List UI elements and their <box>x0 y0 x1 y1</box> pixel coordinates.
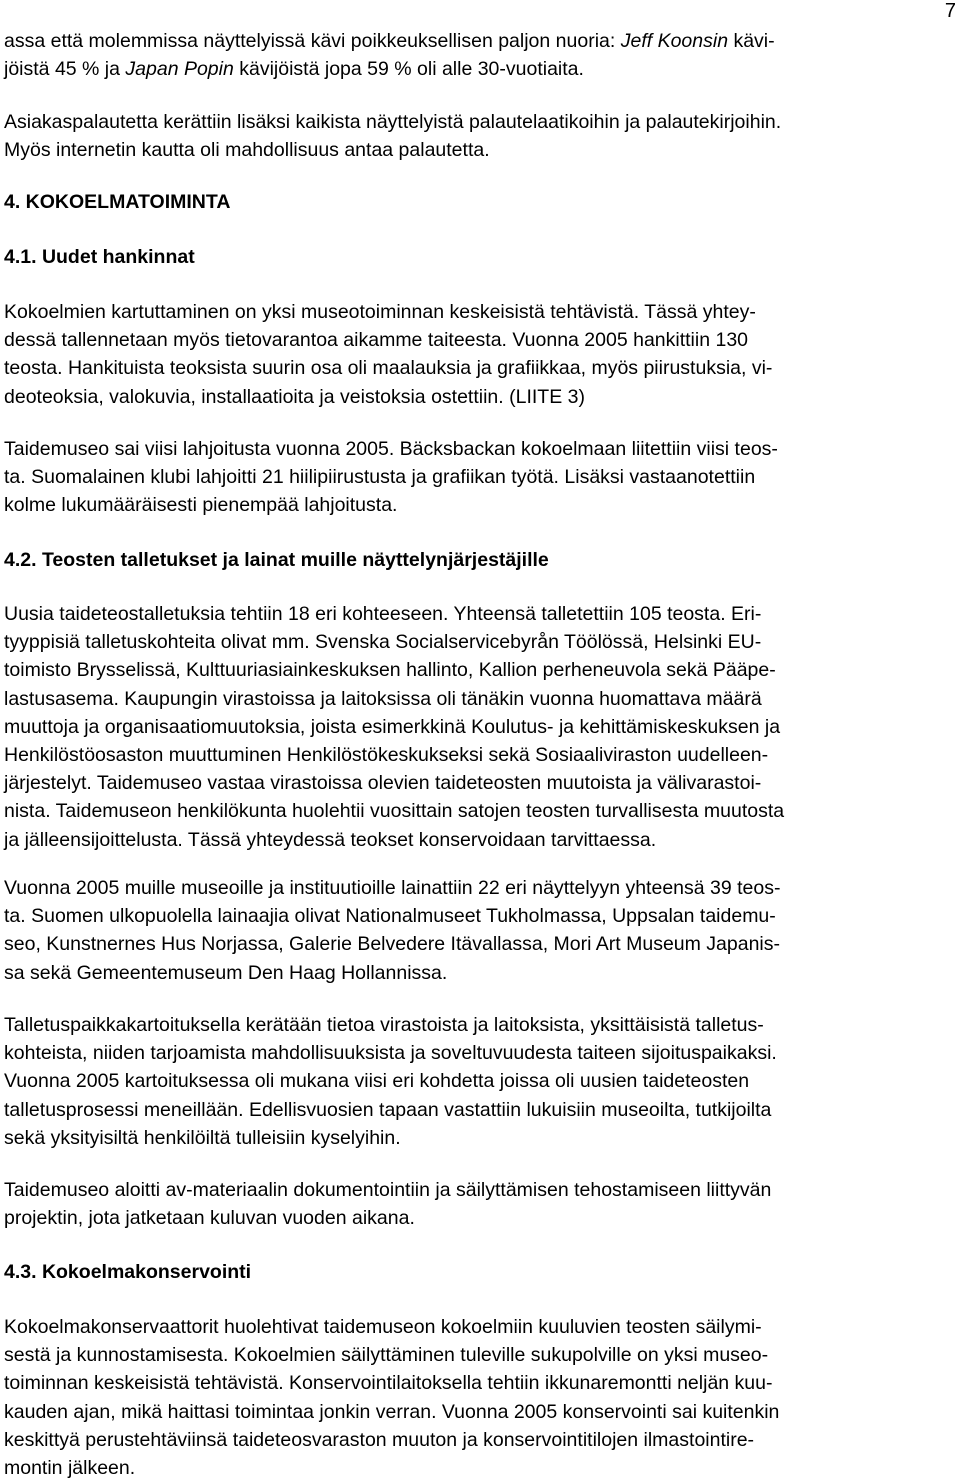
text-line: jöistä 45 % ja Japan Popin kävijöistä jopa 59 % oli alle 30-vuotiaita. <box>4 58 584 81</box>
text-line: ta. Suomalainen klubi lahjoitti 21 hiilipiirustusta ja grafiikan työtä. Lisäksi vastaanotettiin <box>4 466 756 489</box>
survey-paragraph <box>4 1011 952 1152</box>
text-line: montin jälkeen. <box>4 1457 136 1480</box>
text-line: Taidemuseo aloitti av-materiaalin dokumentointiin ja säilyttämisen tehostamiseen liittyvän <box>4 1179 772 1201</box>
text-line: toiminnan keskeisistä tehtävistä. Konservointilaitoksella tehtiin ikkunaremontti neljän kuu- <box>4 1372 773 1395</box>
text-line: Asiakaspalautetta kerättiin lisäksi kaikista näyttelyistä palautelaatikoihin ja palautekirjoihin. <box>4 111 782 133</box>
text-line: kauden ajan, mikä haittasi toimintaa jonkin verran. Vuonna 2005 konservointi sai kuitenkin <box>4 1400 780 1423</box>
text-line: ta. Suomen ulkopuolella lainaajia olivat Nationalmuseet Tukholmassa, Uppsalan taidemu- <box>4 905 776 928</box>
text-line: Vuonna 2005 kartoituksessa oli mukana viisi eri kohdetta joissa oli uusien taideteosten <box>4 1070 750 1093</box>
text-line: sestä ja kunnostamisesta. Kokoelmien säilyttäminen tuleville sukupolville on yksi museo- <box>4 1344 769 1367</box>
conservation-paragraph <box>4 1313 952 1482</box>
text-line: toimisto Brysselissä, Kulttuuriasiainkeskuksen hallinto, Kallion perheneuvola sekä Pääpe- <box>4 659 776 682</box>
text-line: dessä tallennetaan myös tietovarantoa aikamme taiteesta. Vuonna 2005 hankittiin 130 <box>4 329 749 352</box>
text-line: sa sekä Gemeentemuseum Den Haag Hollannissa. <box>4 961 448 984</box>
text-line: assa että molemmissa näyttelyissä kävi poikkeuksellisen paljon nuoria: Jeff Koonsin kävi- <box>4 30 775 52</box>
text-line: Kokoelmien kartuttaminen on yksi museotoiminnan keskeisistä tehtävistä. Tässä yhtey- <box>4 301 756 323</box>
exhibition-name-japan-pop: Japan Popin <box>125 58 234 81</box>
text-line: ja jälleensijoittelusta. Tässä yhteydessä teokset konservoidaan tarvittaessa. <box>4 828 657 851</box>
section-heading-4: 4. KOKOELMATOIMINTA <box>4 191 231 213</box>
text-line: järjestelyt. Taidemuseo vastaa virastoissa olevien taideteosten muutoista ja välivarastoi- <box>4 772 762 795</box>
text-line: seo, Kunstnernes Hus Norjassa, Galerie Belvedere Itävallassa, Mori Art Museum Japanis- <box>4 933 781 956</box>
intro-paragraph <box>4 27 952 83</box>
text-line: nista. Taidemuseon henkilökunta huolehtii vuosittain satojen teosten turvallisesta muutosta <box>4 800 785 823</box>
text-line: muuttoja ja organisaatiomuutoksia, joista esimerkkinä Koulutus- ja kehittämiskeskuksen ja <box>4 715 781 738</box>
feedback-paragraph <box>4 108 952 164</box>
donations-paragraph <box>4 435 952 520</box>
text-line: teosta. Hankituista teoksista suurin osa oli maalauksia ja grafiikkaa, myös piirustuksia, vi- <box>4 357 773 380</box>
text-line: talletusprosessi meneillään. Edellisvuosien tapaan vastattiin lukuisiin museoilta, tutkijoilta <box>4 1098 772 1121</box>
acquisitions-paragraph <box>4 298 952 411</box>
text-line: Uusia taideteostalletuksia tehtiin 18 eri kohteeseen. Yhteensä talletettiin 105 teosta. Eri- <box>4 603 762 625</box>
text-line: sekä yksityisiltä henkilöiltä tulleisiin kyselyihin. <box>4 1126 401 1149</box>
page-number: 7 <box>944 0 956 22</box>
text-line: Taidemuseo sai viisi lahjoitusta vuonna 2005. Bäcksbackan kokoelmaan liitettiin viisi teos- <box>4 438 778 460</box>
text-line: Kokoelmakonservaattorit huolehtivat taidemuseon kokoelmiin kuuluvien teosten säilymi- <box>4 1316 762 1338</box>
text-line: Henkilöstöosaston muuttuminen Henkilöstökeskukseksi sekä Sosiaaliviraston uudelleen- <box>4 744 769 767</box>
av-material-paragraph <box>4 1176 952 1232</box>
text-line: Vuonna 2005 muille museoille ja instituutioille lainattiin 22 eri näyttelyyn yhteensä 39 teos- <box>4 877 781 899</box>
section-heading-4-3: 4.3. Kokoelmakonservointi <box>4 1261 252 1283</box>
text-line: projektin, jota jatketaan kuluvan vuoden aikana. <box>4 1207 415 1230</box>
text-line: kolme lukumääräisesti pienempää lahjoitusta. <box>4 494 398 517</box>
text-line: Talletuspaikkakartoituksella kerätään tietoa virastoista ja laitoksista, yksittäisistä talletus- <box>4 1014 764 1036</box>
text-line: Myös internetin kautta oli mahdollisuus antaa palautetta. <box>4 139 490 162</box>
exhibition-name-jeff-koons: Jeff Koonsin <box>620 30 729 52</box>
section-heading-4-2: 4.2. Teosten talletukset ja lainat muille näyttelynjärjestäjille <box>4 549 549 571</box>
text-line: deoteoksia, valokuvia, installaatioita ja veistoksia ostettiin. (LIITE 3) <box>4 385 585 408</box>
text-line: keskittyä perustehtäviinsä taideteosvaraston muuton ja konservointitilojen ilmastointire- <box>4 1428 755 1451</box>
text-line: lastusasema. Kaupungin virastoissa ja laitoksissa oli tänäkin vuonna huomattava määrä <box>4 687 762 710</box>
text-line: tyyppisiä talletuskohteita olivat mm. Svenska Socialservicebyrån Töölössä, Helsinki EU- <box>4 631 762 654</box>
section-heading-4-1: 4.1. Uudet hankinnat <box>4 246 195 268</box>
text-line: kohteista, niiden tarjoamista mahdollisuuksista ja soveltuvuudesta taiteen sijoituspaikaksi. <box>4 1042 777 1065</box>
deposits-paragraph <box>4 600 952 854</box>
loans-paragraph <box>4 874 952 987</box>
